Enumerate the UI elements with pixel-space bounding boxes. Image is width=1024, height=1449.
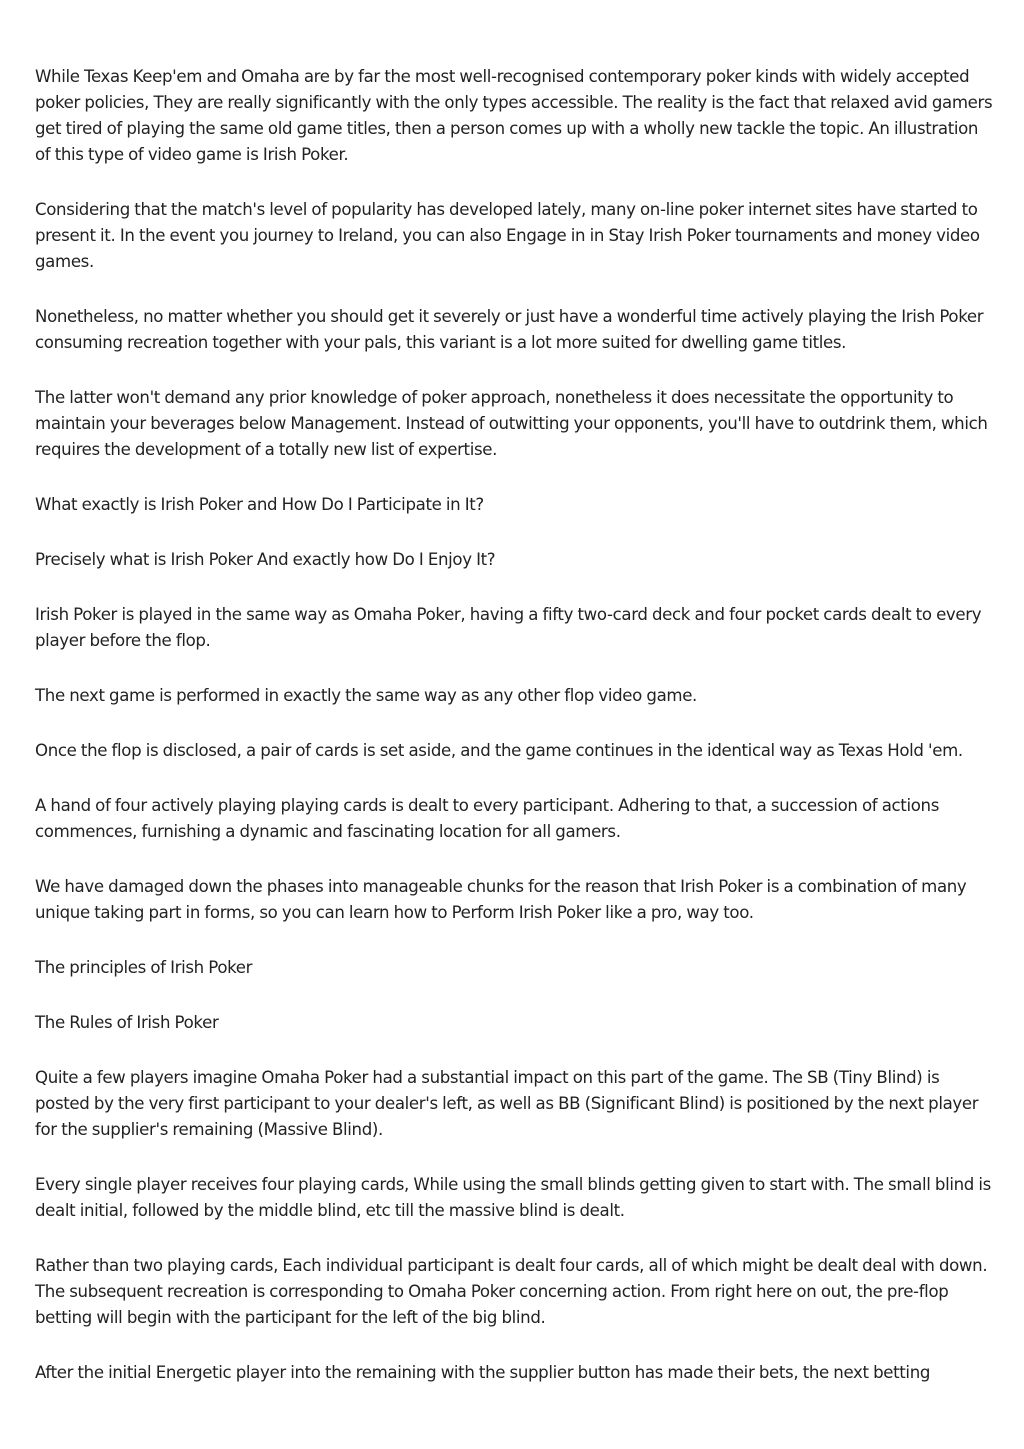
paragraph-dealt-face-down: Rather than two playing cards, Each individual participant is dealt four cards, all of which might be dealt deal with down. The subsequent recreation is corresponding to Omaha Poker concerning action. From right here on out, the pre-flop betting will begin with the participant for the left of the big blind.	[35, 1256, 988, 1327]
paragraph-hand-of-four: A hand of four actively playing playing cards is dealt to every participant. Adhering to that, a succession of actions commences, furnishing a dynamic and fascinating location for all gamers.	[35, 796, 939, 841]
paragraph-betting: After the initial Energetic player into the remaining with the supplier button has made their bets, the next betting	[35, 1363, 931, 1382]
paragraph-played-like-omaha: Irish Poker is played in the same way as Omaha Poker, having a fifty two-card deck and four pocket cards dealt to every player before the flop.	[35, 605, 982, 650]
paragraph-drinking: The latter won't demand any prior knowledge of poker approach, nonetheless it does necessitate the opportunity to maintain your beverages below Management. Instead of outwitting your opponents, you'll have to outdrink them, which requires the development of a totally new list of expertise.	[35, 388, 988, 459]
paragraph-after-flop: Once the flop is disclosed, a pair of cards is set aside, and the game continues in the identical way as Texas Hold 'em.	[35, 741, 963, 760]
heading-principles: The principles of Irish Poker	[35, 958, 253, 977]
paragraph-intro: While Texas Keep'em and Omaha are by far the most well-recognised contemporary poker kinds with widely accepted poker policies, They are really significantly with the only types accessible. The reality is the fact that relaxed avid gamers get tired of playing the same old game titles, then a person comes up with a wholly new tackle the topic. An illustration of this type of video game is Irish Poker.	[35, 67, 993, 164]
heading-rules: The Rules of Irish Poker	[35, 1013, 219, 1032]
document-body	[35, 64, 993, 1415]
paragraph-four-cards: Every single player receives four playing cards, While using the small blinds getting given to start with. The small blind is dealt initial, followed by the middle blind, etc till the massive blind is dealt.	[35, 1175, 991, 1220]
heading-what-is: What exactly is Irish Poker and How Do I Participate in It?	[35, 495, 484, 514]
paragraph-home-games: Nonetheless, no matter whether you should get it severely or just have a wonderful time actively playing the Irish Poker consuming recreation together with your pals, this variant is a lot more suited for dwelling game titles.	[35, 307, 984, 352]
paragraph-phases: We have damaged down the phases into manageable chunks for the reason that Irish Poker is a combination of many unique taking part in forms, so you can learn how to Perform Irish Poker like a pro, way too.	[35, 877, 967, 922]
paragraph-popularity: Considering that the match's level of popularity has developed lately, many on-line poker internet sites have started to present it. In the event you journey to Ireland, you can also Engage in in Stay Irish Poker tournaments and money video games.	[35, 200, 980, 271]
heading-precisely-what: Precisely what is Irish Poker And exactly how Do I Enjoy It?	[35, 550, 496, 569]
paragraph-blinds: Quite a few players imagine Omaha Poker had a substantial impact on this part of the game. The SB (Tiny Blind) is posted by the very first participant to your dealer's left, as well as BB (Significant Blind) is positioned by the next player for the supplier's remaining (Massive Blind).	[35, 1068, 979, 1139]
paragraph-next-game: The next game is performed in exactly the same way as any other flop video game.	[35, 686, 697, 705]
